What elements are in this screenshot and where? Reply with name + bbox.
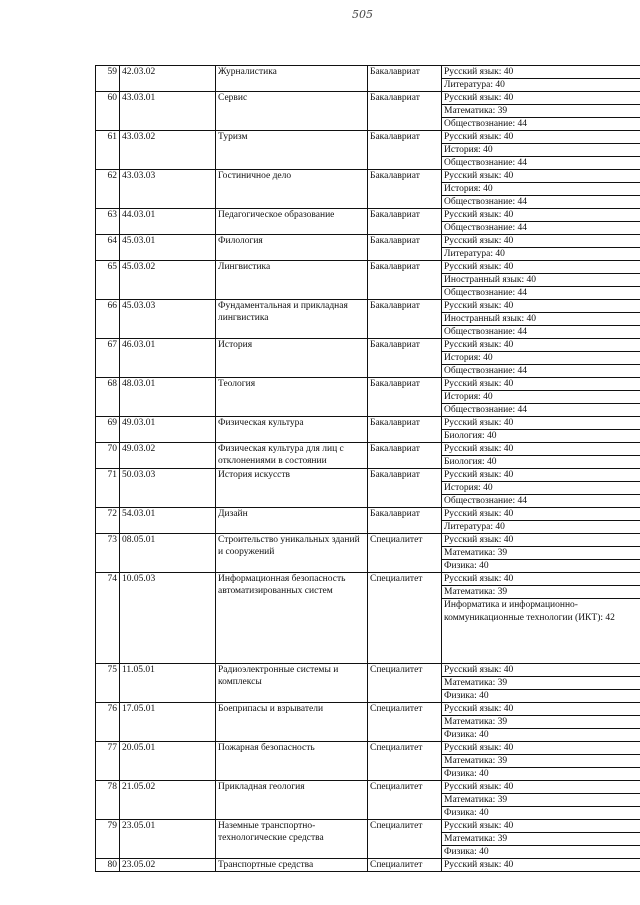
table-row [96, 534, 640, 547]
education-level: Специалитет [368, 703, 442, 742]
program-code: 49.03.01 [120, 417, 216, 443]
table-row [96, 92, 640, 105]
exam-subject: Обществознание: 44 [442, 118, 640, 131]
program-code: 17.05.01 [120, 703, 216, 742]
program-code: 43.03.03 [120, 170, 216, 209]
exam-subject: Русский язык: 40 [442, 131, 640, 144]
exam-subject: Русский язык: 40 [442, 378, 640, 391]
education-level: Бакалавриат [368, 443, 442, 469]
education-level: Бакалавриат [368, 469, 442, 508]
row-number: 76 [96, 703, 120, 742]
exam-subject: Обществознание: 44 [442, 196, 640, 209]
exam-subject: Обществознание: 44 [442, 326, 640, 339]
table-row [96, 66, 640, 79]
page-number: 505 [352, 8, 373, 21]
education-level: Бакалавриат [368, 170, 442, 209]
exam-subject: Русский язык: 40 [442, 417, 640, 430]
admission-table [95, 65, 640, 872]
education-level: Специалитет [368, 573, 442, 664]
table-row [96, 417, 640, 430]
education-level: Специалитет [368, 820, 442, 859]
exam-subject: Математика: 39 [442, 716, 640, 729]
exam-subject: Русский язык: 40 [442, 664, 640, 677]
table-row [96, 703, 640, 716]
program-name: История искусств [216, 469, 368, 508]
row-number: 75 [96, 664, 120, 703]
program-name: Филология [216, 235, 368, 261]
exam-subject: Литература: 40 [442, 79, 640, 92]
exam-subject: Физика: 40 [442, 768, 640, 781]
exam-subject: История: 40 [442, 144, 640, 157]
exam-subject: Русский язык: 40 [442, 92, 640, 105]
table-row [96, 820, 640, 833]
table-row [96, 378, 640, 391]
program-name: История [216, 339, 368, 378]
program-code: 43.03.01 [120, 92, 216, 131]
row-number: 67 [96, 339, 120, 378]
exam-subject: История: 40 [442, 391, 640, 404]
program-code: 43.03.02 [120, 131, 216, 170]
program-code: 23.05.02 [120, 859, 216, 872]
program-code: 11.05.01 [120, 664, 216, 703]
exam-subject: Физика: 40 [442, 690, 640, 703]
row-number: 66 [96, 300, 120, 339]
exam-subject: Обществознание: 44 [442, 222, 640, 235]
education-level: Специалитет [368, 859, 442, 872]
row-number: 71 [96, 469, 120, 508]
exam-subject: Математика: 39 [442, 547, 640, 560]
program-name: Гостиничное дело [216, 170, 368, 209]
exam-subject: История: 40 [442, 482, 640, 495]
exam-subject: Физика: 40 [442, 560, 640, 573]
table-row [96, 235, 640, 248]
program-code: 21.05.02 [120, 781, 216, 820]
program-name: Наземные транспортно-технологические средства [216, 820, 368, 859]
exam-subject: Физика: 40 [442, 729, 640, 742]
program-name: Журналистика [216, 66, 368, 92]
exam-subject: Биология: 40 [442, 456, 640, 469]
program-name: Радиоэлектронные системы и комплексы [216, 664, 368, 703]
row-number: 59 [96, 66, 120, 92]
exam-subject: Литература: 40 [442, 521, 640, 534]
exam-subject: Русский язык: 40 [442, 469, 640, 482]
program-name: Лингвистика [216, 261, 368, 300]
program-name: Боеприпасы и взрыватели [216, 703, 368, 742]
exam-subject: Физика: 40 [442, 846, 640, 859]
exam-subject: История: 40 [442, 352, 640, 365]
exam-subject: Иностранный язык: 40 [442, 313, 640, 326]
row-number: 80 [96, 859, 120, 872]
exam-subject: Русский язык: 40 [442, 508, 640, 521]
program-name: Информационная безопасность автоматизированных систем [216, 573, 368, 664]
row-number: 60 [96, 92, 120, 131]
row-number: 61 [96, 131, 120, 170]
program-name: Сервис [216, 92, 368, 131]
row-number: 63 [96, 209, 120, 235]
program-name: Строительство уникальных зданий и сооружений [216, 534, 368, 573]
program-code: 23.05.01 [120, 820, 216, 859]
program-name: Фундаментальная и прикладная лингвистика [216, 300, 368, 339]
education-level: Бакалавриат [368, 378, 442, 417]
row-number: 69 [96, 417, 120, 443]
row-number: 73 [96, 534, 120, 573]
program-name: Физическая культура для лиц с отклонениями в состоянии [216, 443, 368, 469]
program-code: 10.05.03 [120, 573, 216, 664]
exam-subject: Русский язык: 40 [442, 443, 640, 456]
program-name: Дизайн [216, 508, 368, 534]
program-name: Пожарная безопасность [216, 742, 368, 781]
exam-subject: Математика: 39 [442, 105, 640, 118]
education-level: Бакалавриат [368, 300, 442, 339]
exam-subject: Обществознание: 44 [442, 287, 640, 300]
row-number: 72 [96, 508, 120, 534]
program-code: 42.03.02 [120, 66, 216, 92]
exam-subject: Обществознание: 44 [442, 157, 640, 170]
education-level: Бакалавриат [368, 66, 442, 92]
program-name: Физическая культура [216, 417, 368, 443]
exam-subject: Русский язык: 40 [442, 742, 640, 755]
exam-subject: Русский язык: 40 [442, 703, 640, 716]
program-code: 49.03.02 [120, 443, 216, 469]
program-code: 45.03.03 [120, 300, 216, 339]
exam-subject: Математика: 39 [442, 586, 640, 599]
row-number: 64 [96, 235, 120, 261]
education-level: Бакалавриат [368, 508, 442, 534]
row-number: 74 [96, 573, 120, 664]
row-number: 79 [96, 820, 120, 859]
education-level: Бакалавриат [368, 92, 442, 131]
exam-subject: Русский язык: 40 [442, 534, 640, 547]
program-code: 54.03.01 [120, 508, 216, 534]
exam-subject: Математика: 39 [442, 755, 640, 768]
education-level: Специалитет [368, 664, 442, 703]
program-code: 46.03.01 [120, 339, 216, 378]
table-row [96, 469, 640, 482]
education-level: Бакалавриат [368, 339, 442, 378]
program-name: Теология [216, 378, 368, 417]
education-level: Бакалавриат [368, 417, 442, 443]
exam-subject: Обществознание: 44 [442, 365, 640, 378]
exam-subject: Русский язык: 40 [442, 300, 640, 313]
education-level: Специалитет [368, 781, 442, 820]
exam-subject: Русский язык: 40 [442, 170, 640, 183]
row-number: 68 [96, 378, 120, 417]
exam-subject: Информатика и информационно-коммуникационные технологии (ИКТ): 42 [442, 599, 640, 664]
exam-subject: Русский язык: 40 [442, 339, 640, 352]
exam-subject: Русский язык: 40 [442, 820, 640, 833]
table-row [96, 664, 640, 677]
exam-subject: Математика: 39 [442, 794, 640, 807]
row-number: 77 [96, 742, 120, 781]
row-number: 78 [96, 781, 120, 820]
program-name: Туризм [216, 131, 368, 170]
row-number: 70 [96, 443, 120, 469]
exam-subject: Иностранный язык: 40 [442, 274, 640, 287]
exam-subject: История: 40 [442, 183, 640, 196]
exam-subject: Литература: 40 [442, 248, 640, 261]
education-level: Бакалавриат [368, 209, 442, 235]
table-row [96, 170, 640, 183]
education-level: Бакалавриат [368, 131, 442, 170]
education-level: Специалитет [368, 742, 442, 781]
education-level: Бакалавриат [368, 261, 442, 300]
program-name: Прикладная геология [216, 781, 368, 820]
exam-subject: Русский язык: 40 [442, 859, 640, 872]
exam-subject: Обществознание: 44 [442, 404, 640, 417]
program-code: 44.03.01 [120, 209, 216, 235]
education-level: Бакалавриат [368, 235, 442, 261]
program-name: Транспортные средства [216, 859, 368, 872]
table-row [96, 781, 640, 794]
table-row [96, 261, 640, 274]
table-row [96, 339, 640, 352]
program-code: 20.05.01 [120, 742, 216, 781]
program-code: 45.03.02 [120, 261, 216, 300]
exam-subject: Физика: 40 [442, 807, 640, 820]
program-code: 50.03.03 [120, 469, 216, 508]
education-level: Специалитет [368, 534, 442, 573]
exam-subject: Математика: 39 [442, 833, 640, 846]
row-number: 65 [96, 261, 120, 300]
table-row [96, 573, 640, 586]
table-row [96, 508, 640, 521]
row-number: 62 [96, 170, 120, 209]
program-name: Педагогическое образование [216, 209, 368, 235]
exam-subject: Биология: 40 [442, 430, 640, 443]
program-code: 08.05.01 [120, 534, 216, 573]
exam-subject: Математика: 39 [442, 677, 640, 690]
exam-subject: Русский язык: 40 [442, 209, 640, 222]
exam-subject: Русский язык: 40 [442, 261, 640, 274]
exam-subject: Русский язык: 40 [442, 573, 640, 586]
exam-subject: Русский язык: 40 [442, 235, 640, 248]
table-row [96, 443, 640, 456]
table-row [96, 209, 640, 222]
table-row [96, 859, 640, 872]
table-row [96, 300, 640, 313]
program-code: 45.03.01 [120, 235, 216, 261]
exam-subject: Русский язык: 40 [442, 781, 640, 794]
program-code: 48.03.01 [120, 378, 216, 417]
exam-subject: Обществознание: 44 [442, 495, 640, 508]
table-row [96, 131, 640, 144]
exam-subject: Русский язык: 40 [442, 66, 640, 79]
table-row [96, 742, 640, 755]
